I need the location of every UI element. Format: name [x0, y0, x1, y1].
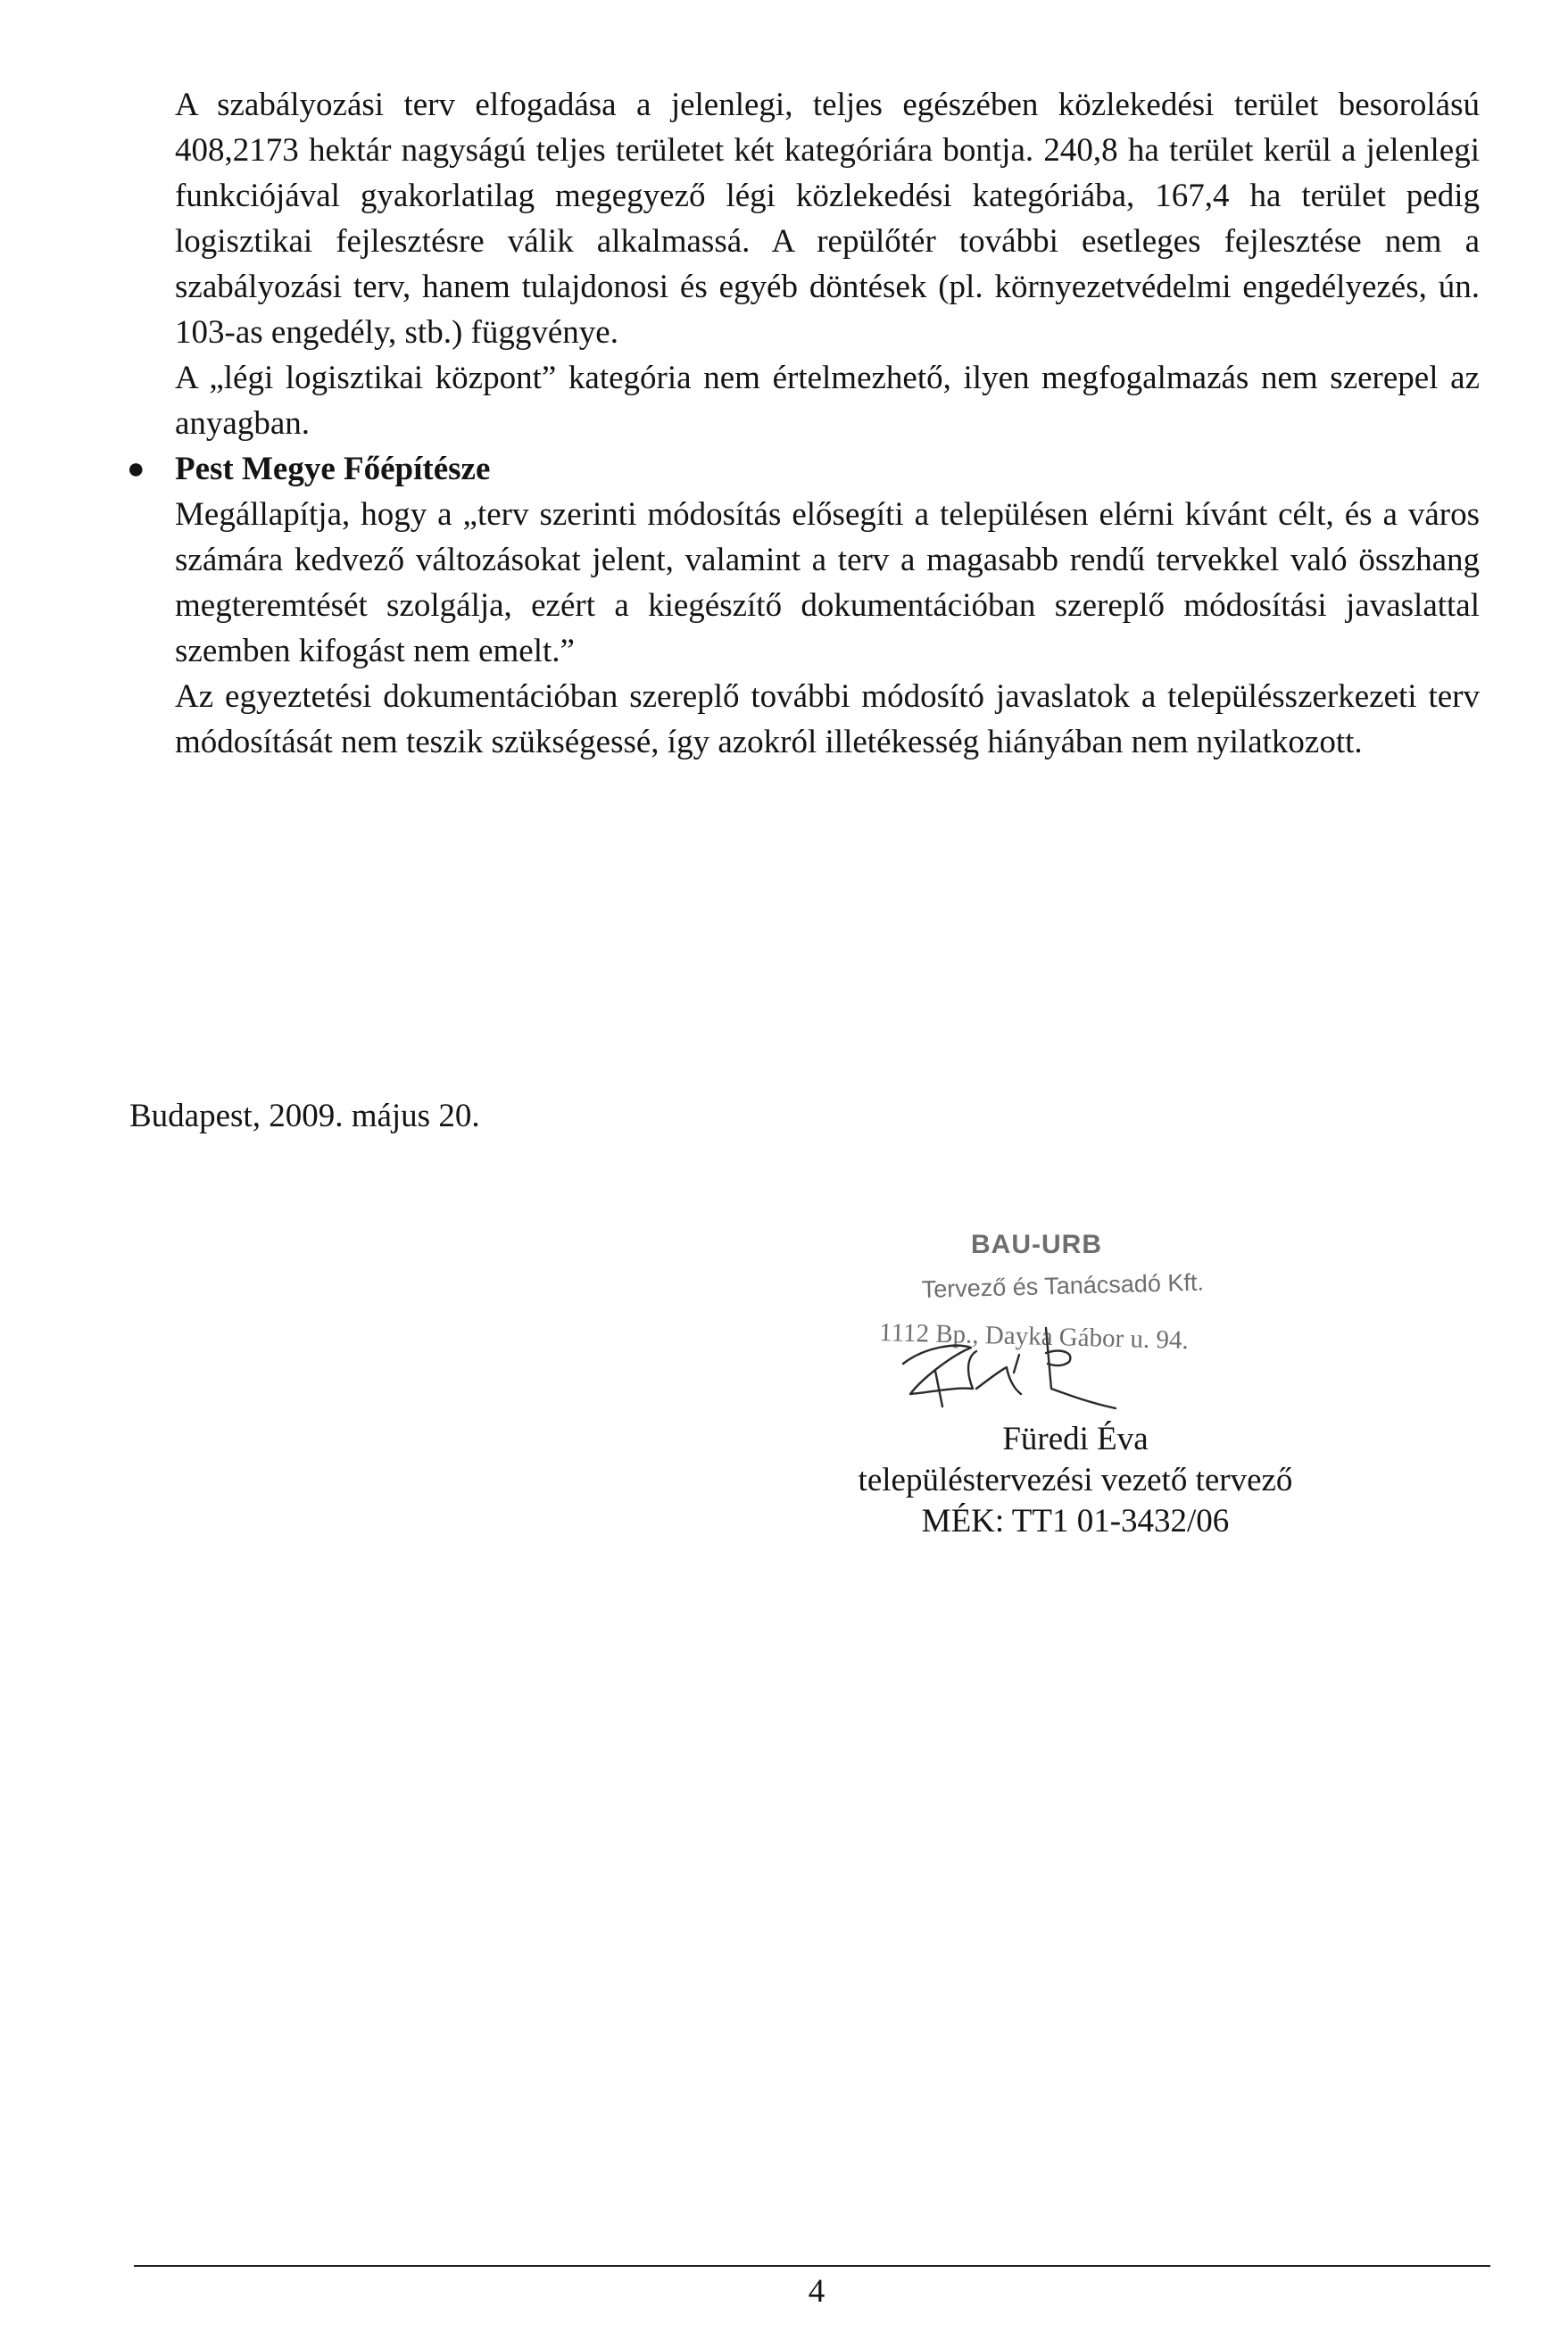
- bullet-icon: ●: [127, 452, 145, 485]
- signer-role: településtervezési vezető tervező: [858, 1462, 1293, 1498]
- section-title: Pest Megye Főépítésze: [175, 451, 491, 487]
- signer-block: [754, 1419, 1397, 1542]
- company-stamp-and-signature: [857, 1214, 1321, 1428]
- section-paragraph-statement: Megállapítja, hogy a „terv szerinti módosítás elősegíti a településen elérni kívánt célt, és a város számára kedvező változásokat jelent, valamint a terv a magasabb rendű tervekkel való összhang megteremtését szolgálja, ezért a kiegészítő dokumentációban szereplő módosítási javaslattal szemben kifogást nem emelt.”: [175, 496, 1480, 669]
- signer-registration: MÉK: TT1 01-3432/06: [921, 1503, 1230, 1539]
- stamp-address: 1112 Bp., Dayka Gábor u. 94.: [878, 1318, 1190, 1356]
- section-paragraph-no-comment: Az egyeztetési dokumentációban szereplő további módosító javaslatok a településszerkezeti terv módosítását nem teszik szükségessé, így azokról illetékesség hiányában nem nyilatkozott.: [175, 678, 1480, 760]
- body-text: [127, 82, 1480, 765]
- paragraph-air-logistics: A „légi logisztikai központ” kategória nem értelmezhető, ilyen megfogalmazás nem szerepel az anyagban.: [175, 360, 1480, 442]
- section-pest-county-architect: [127, 446, 1480, 765]
- footer-divider: [134, 2265, 1490, 2267]
- paragraph-zoning-plan: A szabályozási terv elfogadása a jelenlegi, teljes egészében közlekedési terület besorolású 408,2173 hektár nagyságú teljes területet két kategóriára bontja. 240,8 ha terület kerül a jelenlegi funkciójával gyakorlatilag megegyező légi közlekedési kategóriába, 167,4 ha terület pedig logisztikai fejlesztésre válik alkalmassá. A repülőtér további esetleges fejlesztése nem a szabályozási terv, hanem tulajdonosi és egyéb döntések (pl. környezetvédelmi engedélyezés, ún. 103-as engedély, stb.) függvénye.: [175, 87, 1480, 351]
- page-number: 4: [808, 2273, 825, 2310]
- stamp-company-name: BAU-URB: [971, 1230, 1102, 1259]
- signer-name: Füredi Éva: [1002, 1421, 1149, 1457]
- stamp-company-type: Tervező és Tanácsadó Kft.: [921, 1268, 1205, 1303]
- company-stamp: [879, 1230, 1204, 1355]
- place-date: Budapest, 2009. május 20.: [129, 1098, 480, 1134]
